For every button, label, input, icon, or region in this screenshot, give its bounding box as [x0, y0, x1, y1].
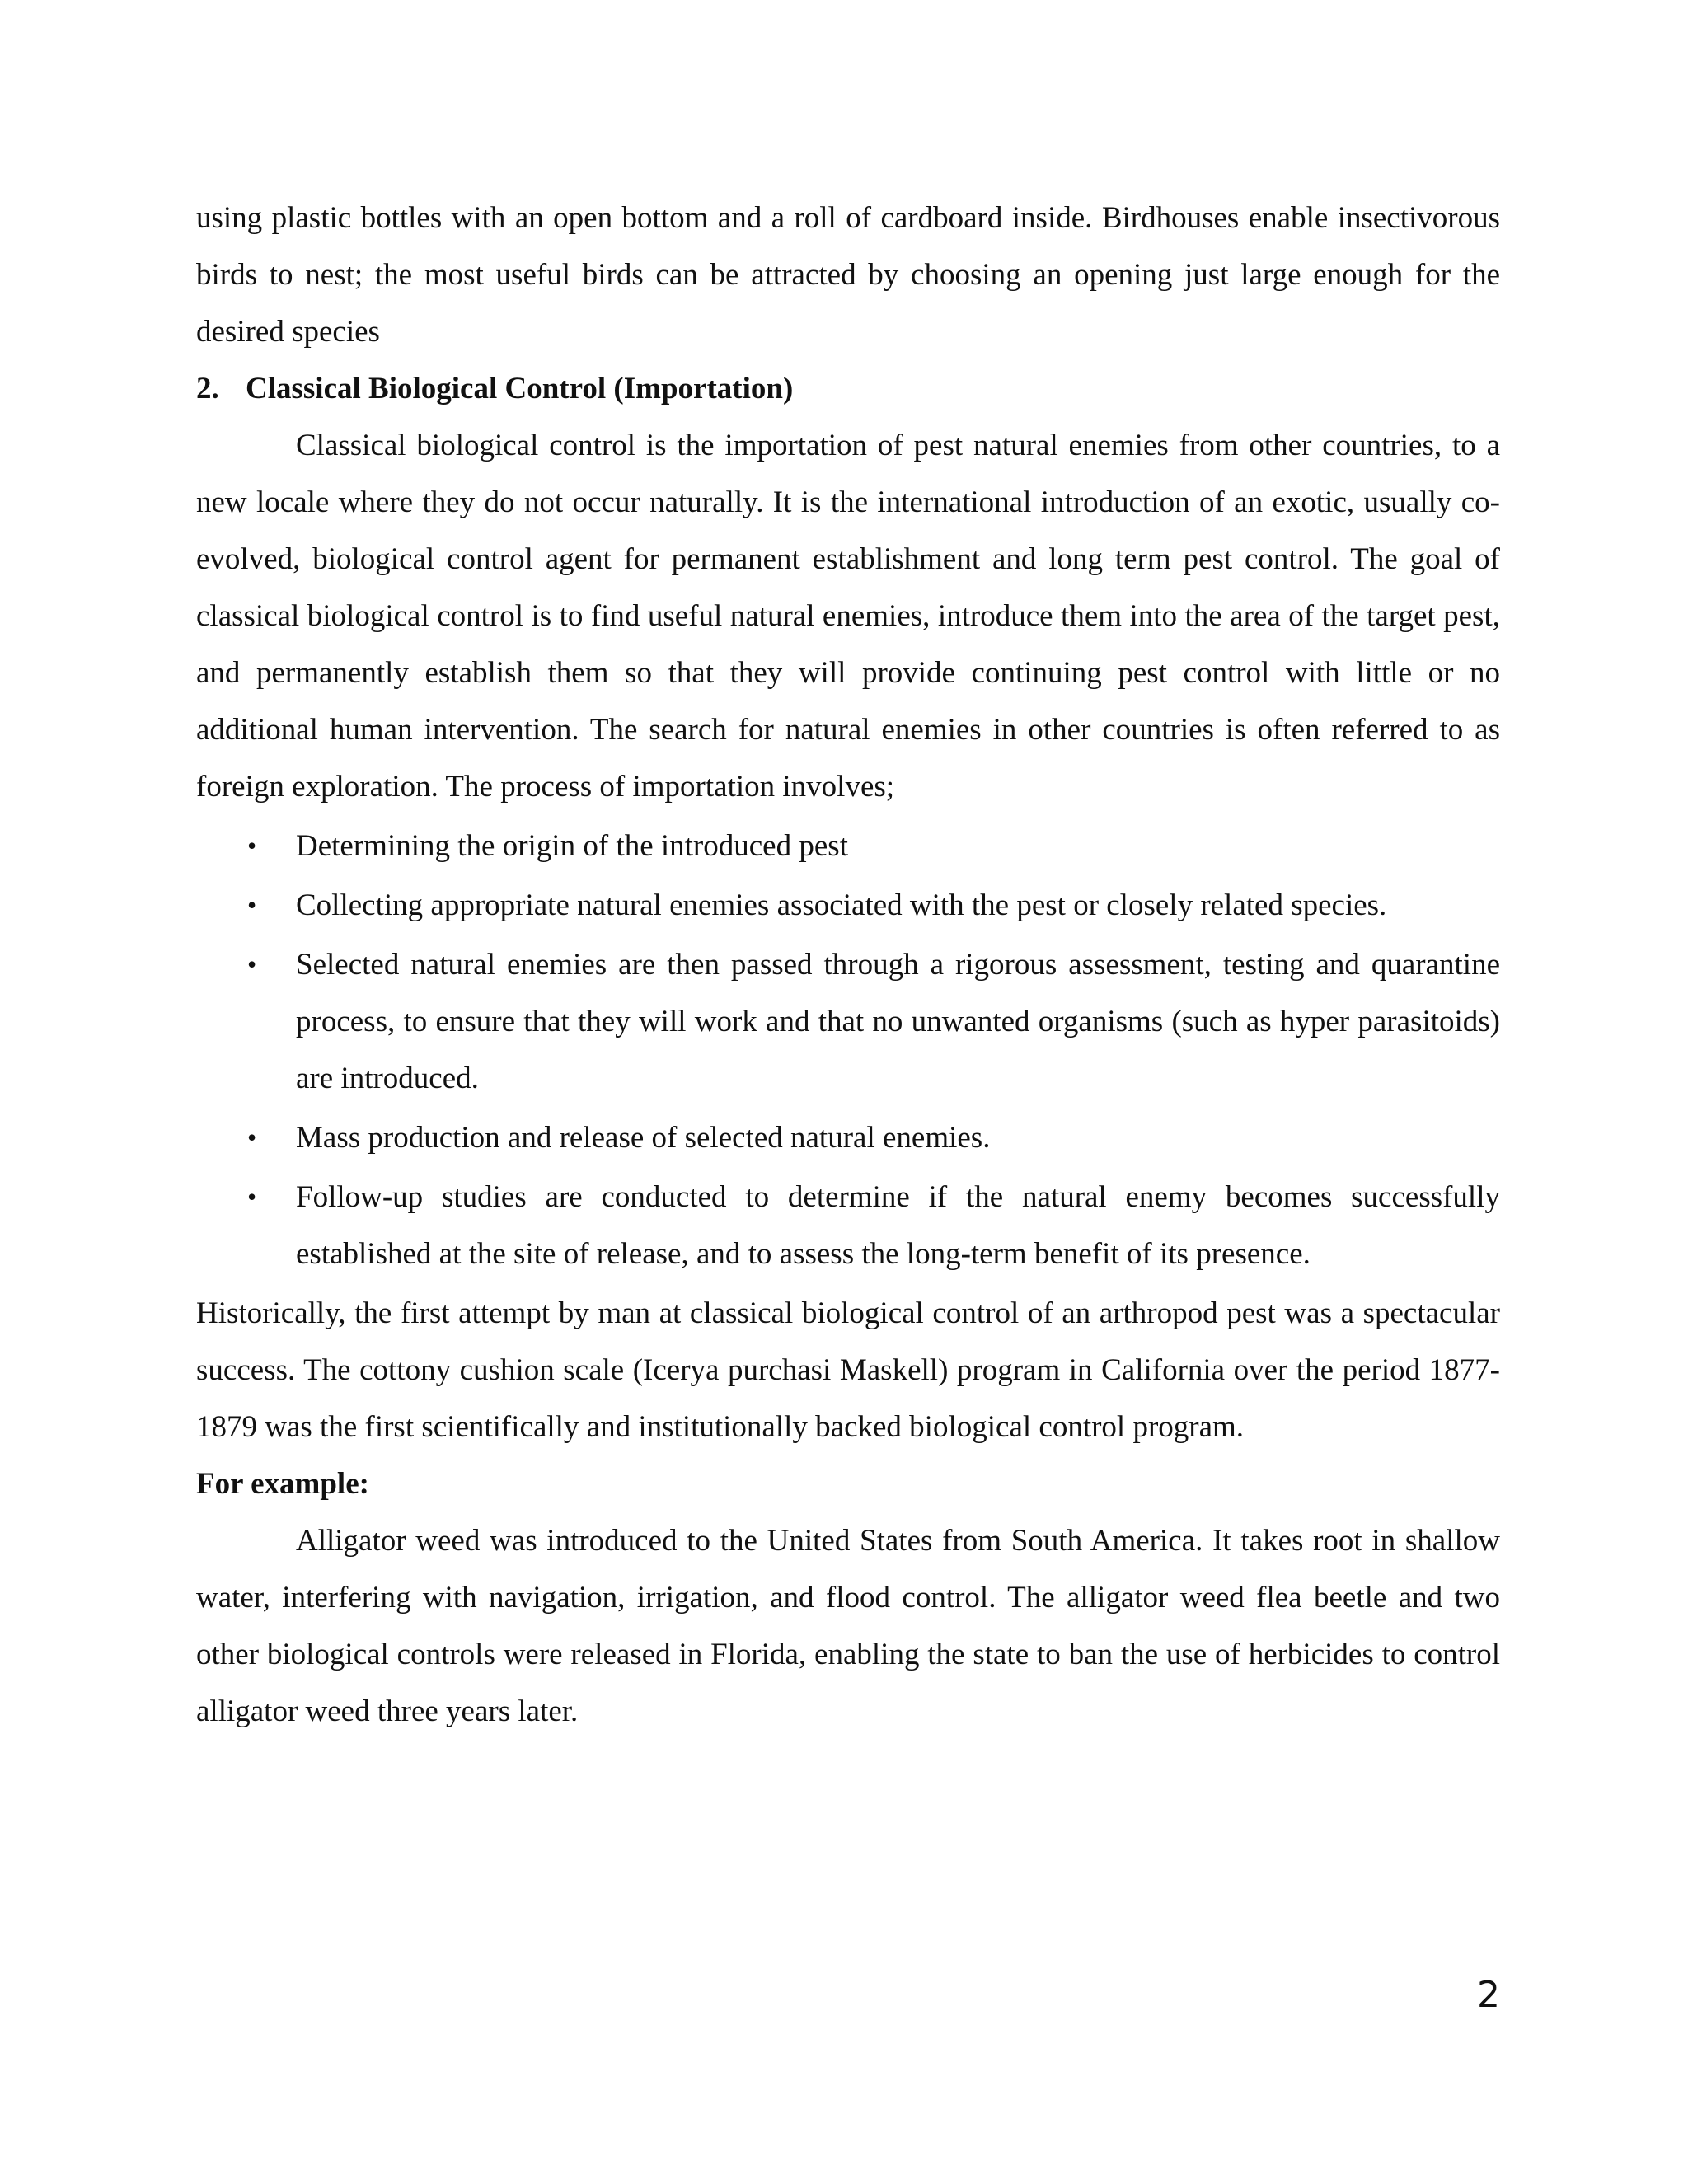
bullet-icon: • [247, 890, 257, 920]
example-paragraph: Alligator weed was introduced to the United States from South America. It takes root in shallow water, interfering with navigation, irrigation, and flood control. The alligator weed flea beetle and two other biological controls were released in Florida, enabling the state to ban the use of herbicides to control alligator weed three years later. [196, 1524, 1500, 1728]
list-item [196, 1109, 1500, 1166]
section-number: 2. [196, 372, 219, 405]
document-page [196, 190, 1500, 1740]
section-title: Classical Biological Control (Importation) [246, 372, 794, 405]
list-item-text: Determining the origin of the introduced pest [296, 829, 848, 863]
section-heading [196, 360, 1500, 417]
list-item [196, 877, 1500, 934]
history-paragraph: Historically, the first attempt by man at classical biological control of an arthropod pest was a spectacular success. The cottony cushion scale (Icerya purchasi Maskell) program in California over the period 1877-1879 was the first scientifically and institutionally backed biological control program. [196, 1296, 1500, 1444]
bullet-icon: • [247, 1182, 257, 1212]
bullet-icon: • [247, 831, 257, 860]
list-item-text: Collecting appropriate natural enemies associated with the pest or closely related species. [296, 888, 1387, 922]
list-item-text: Selected natural enemies are then passed through a rigorous assessment, testing and quarantine process, to ensure that they will work and that no unwanted organisms (such as hyper parasitoids) are introduced. [296, 948, 1500, 1095]
list-item [196, 936, 1500, 1107]
continuation-paragraph: using plastic bottles with an open bottom and a roll of cardboard inside. Birdhouses enable insectivorous birds to nest; the most useful birds can be attracted by choosing an opening just large enough for the desired species [196, 201, 1500, 349]
intro-paragraph: Classical biological control is the importation of pest natural enemies from other countries, to a new locale where they do not occur naturally. It is the international introduction of an exotic, usually co-evolved, biological control agent for permanent establishment and long term pest control. The goal of classical biological control is to find useful natural enemies, introduce them into the area of the target pest, and permanently establish them so that they will provide continuing pest control with little or no additional human intervention. The search for natural enemies in other countries is often referred to as foreign exploration. The process of importation involves; [196, 429, 1500, 804]
list-item-text: Follow-up studies are conducted to determine if the natural enemy becomes successfully established at the site of release, and to assess the long-term benefit of its presence. [296, 1180, 1500, 1271]
list-item-text: Mass production and release of selected natural enemies. [296, 1121, 991, 1155]
page-number: 2 [1477, 1974, 1500, 2016]
list-item [196, 818, 1500, 874]
bullet-icon: • [247, 1122, 257, 1152]
bullet-icon: • [247, 949, 257, 979]
list-item [196, 1169, 1500, 1282]
example-heading: For example: [196, 1467, 369, 1501]
importation-steps-list [196, 818, 1500, 1282]
